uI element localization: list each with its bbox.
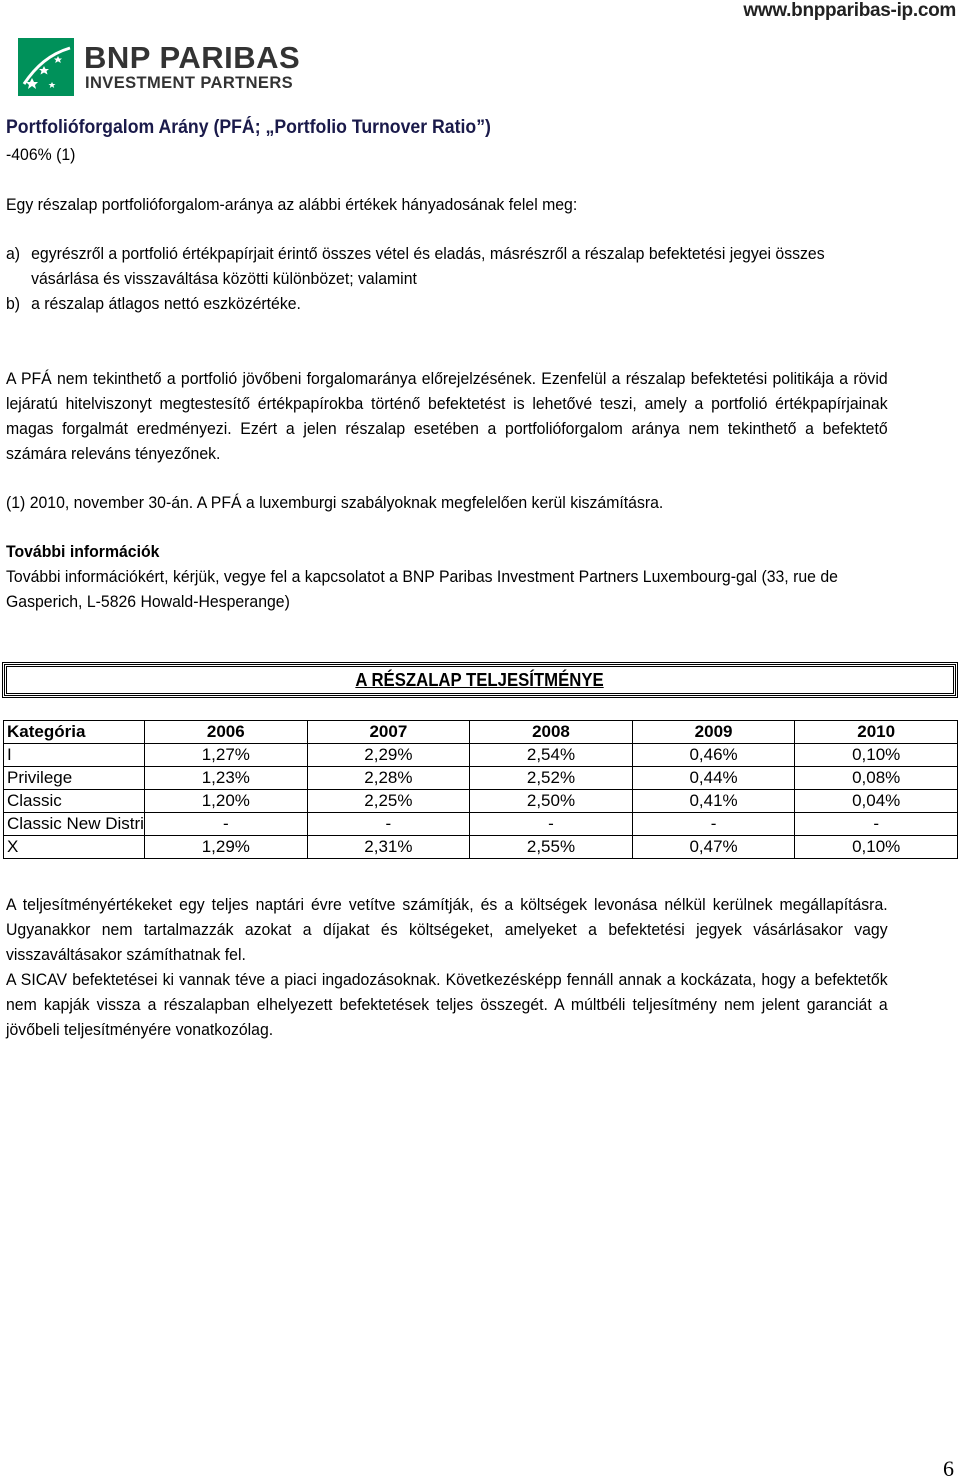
table-cell: 2,31% — [307, 836, 470, 859]
table-cell: - — [632, 813, 795, 836]
info-text: További információkért, kérjük, vegye fel a kapcsolatot a BNP Paribas Investment Partners Luxembourg-gal (33, rue de Gasperich, L-5826 Howald-Hesperange) — [6, 567, 838, 611]
pfa-footnote: (1) 2010, november 30-án. A PFÁ a luxemburgi szabályoknak megfelelően kerül kiszámításra. — [6, 493, 664, 512]
performance-heading: A RÉSZALAP TELJESÍTMÉNYE — [355, 670, 605, 690]
table-cell: - — [470, 813, 633, 836]
column-header: 2006 — [145, 721, 308, 744]
info-heading: További információk — [6, 542, 160, 561]
table-cell: - — [145, 813, 308, 836]
table-cell: 2,28% — [307, 767, 470, 790]
logo-name: BNP PARIBAS — [84, 40, 301, 75]
performance-table — [3, 720, 958, 859]
performance-heading-box — [4, 664, 956, 696]
list-item-text: a részalap átlagos nettó eszközértéke. — [31, 294, 301, 313]
column-header: 2009 — [632, 721, 795, 744]
page-number: 6 — [943, 1456, 954, 1481]
website-url: www.bnpparibas-ip.com — [743, 0, 956, 21]
list-marker: b) — [6, 294, 21, 313]
table-cell: 2,29% — [307, 744, 470, 767]
table-cell: 0,08% — [795, 767, 958, 790]
column-header: 2010 — [795, 721, 958, 744]
table-cell: 0,46% — [632, 744, 795, 767]
table-cell: 1,27% — [145, 744, 308, 767]
table-cell: Classic — [4, 790, 145, 813]
column-header: Kategória — [4, 721, 145, 744]
pfa-definition-list — [6, 241, 888, 316]
table-cell: 0,47% — [632, 836, 795, 859]
table-row — [4, 767, 958, 790]
table-row — [4, 744, 958, 767]
table-cell: 0,41% — [632, 790, 795, 813]
table-cell: 0,44% — [632, 767, 795, 790]
table-cell: 2,50% — [470, 790, 633, 813]
performance-note-2: A SICAV befektetései ki vannak téve a piaci ingadozásoknak. Következésképp fennáll annak a kockázata, hogy a befektetők nem kapják vissza a részalapban elhelyezett befektetések teljes összegét. A múltbéli teljesítmény nem jelent garanciát a jövőbeli teljesítményére vonatkozólag. — [6, 970, 888, 1039]
table-cell: - — [307, 813, 470, 836]
table-cell: 1,20% — [145, 790, 308, 813]
table-row — [4, 813, 958, 836]
column-header: 2007 — [307, 721, 470, 744]
logo-subtitle: INVESTMENT PARTNERS — [85, 74, 294, 92]
pfa-value: -406% (1) — [6, 145, 76, 164]
performance-note-1: A teljesítményértékeket egy teljes naptári évre vetítve számítják, és a költségek levonása nélkül kerülnek megállapításra. Ugyanakkor nem tartalmazzák azokat a díjakat és költségeket, amelyeket a befektetési jegyek vásárlásakor vagy visszaváltásakor számíthatnak fel. — [6, 895, 888, 964]
table-cell: 1,29% — [145, 836, 308, 859]
pfa-paragraph: A PFÁ nem tekinthető a portfolió jövőbeni forgalomaránya előrejelzésének. Ezenfelül a részalap befektetési politikája a rövid lejáratú hitelviszonyt megtestesítő értékpapírokba történő befektetést is lehetővé teszi, amely a portfolió értékpapírjainak magas forgalmát eredményezi. Ezért a jelen részalap esetében a portfolióforgalom aránya nem tekinthető a befektető számára releváns tényezőnek. — [6, 369, 888, 463]
table-cell: Privilege — [4, 767, 145, 790]
list-item-text: egyrészről a portfolió értékpapírjait érintő összes vétel és eladás, másrészről a részalap befektetési jegyei összes vásárlása és visszaváltása közötti különbözet; valamint — [31, 244, 825, 288]
pfa-title: Portfolióforgalom Arány (PFÁ; „Portfolio Turnover Ratio”) — [6, 117, 491, 138]
table-header-row — [4, 721, 958, 744]
list-marker: a) — [6, 244, 21, 263]
table-cell: 2,55% — [470, 836, 633, 859]
table-row — [4, 790, 958, 813]
table-cell: 2,25% — [307, 790, 470, 813]
column-header: 2008 — [470, 721, 633, 744]
logo-mark-icon — [18, 38, 74, 96]
table-cell: 1,23% — [145, 767, 308, 790]
table-cell: X — [4, 836, 145, 859]
table-cell: 2,52% — [470, 767, 633, 790]
table-cell: 0,10% — [795, 744, 958, 767]
list-item — [6, 291, 888, 316]
table-cell: 0,10% — [795, 836, 958, 859]
list-item — [6, 241, 888, 291]
table-cell: - — [795, 813, 958, 836]
table-row — [4, 836, 958, 859]
table-cell: 2,54% — [470, 744, 633, 767]
table-cell: 0,04% — [795, 790, 958, 813]
table-cell: I — [4, 744, 145, 767]
bnp-paribas-logo — [18, 38, 338, 100]
table-cell: Classic New Distri — [4, 813, 145, 836]
pfa-intro: Egy részalap portfolióforgalom-aránya az alábbi értékek hányadosának felel meg: — [6, 195, 578, 214]
